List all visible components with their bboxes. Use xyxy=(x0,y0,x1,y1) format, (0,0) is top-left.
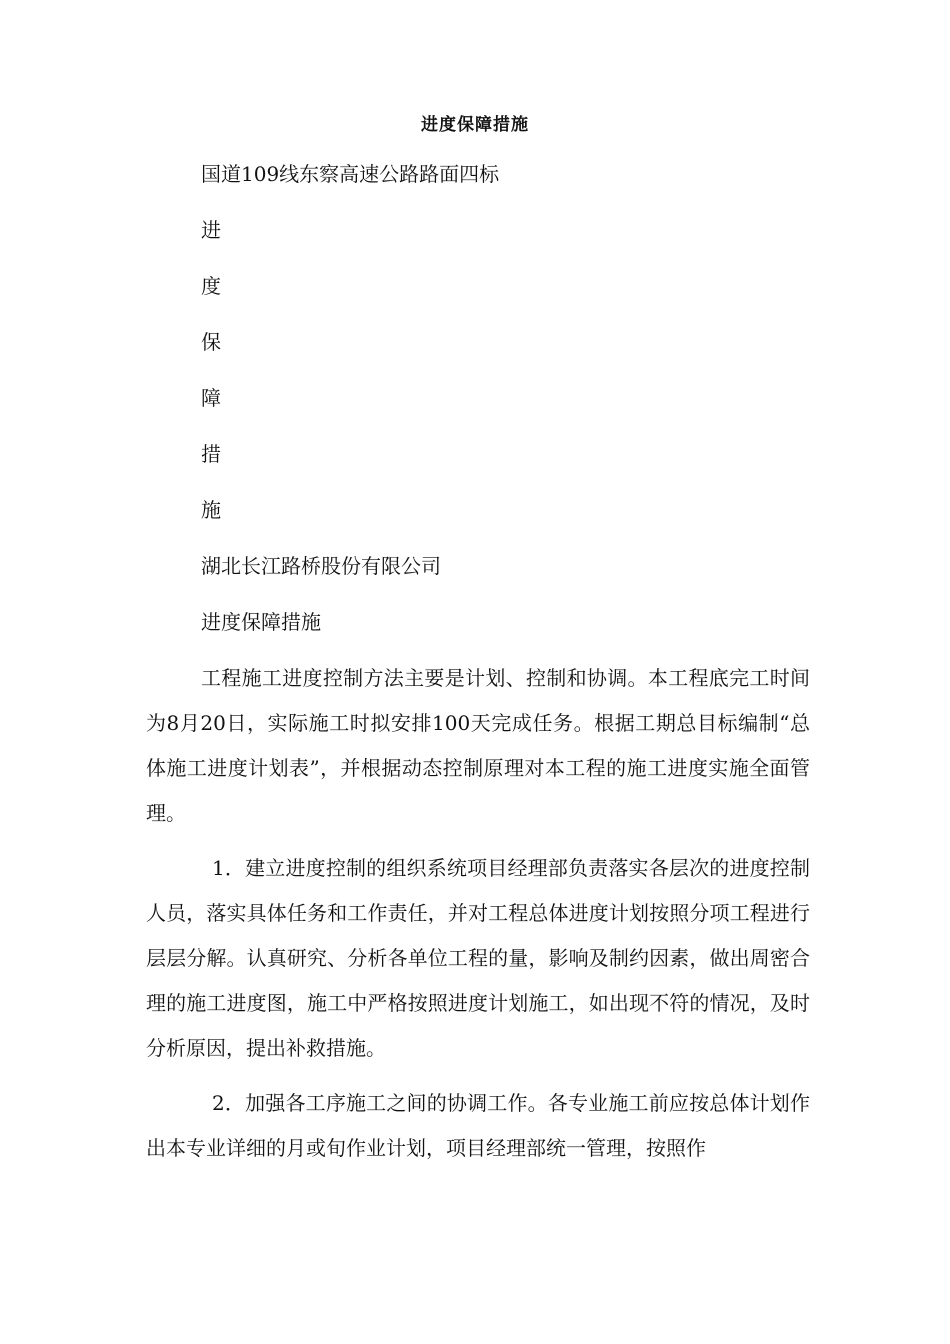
document-title: 进度保障措施 xyxy=(421,115,529,135)
cover-char-bao: 保 xyxy=(201,330,221,354)
cover-char-shi: 施 xyxy=(201,498,221,522)
cover-char-jin: 进 xyxy=(201,218,221,242)
paragraph-item-2: 2．加强各工序施工之间的协调工作。各专业施工前应按总体计划作出本专业详细的月或旬作业计划，项目经理部统一管理，按照作 xyxy=(146,1091,810,1160)
company-name-line: 湖北长江路桥股份有限公司 xyxy=(201,554,441,578)
cover-char-cuo: 措 xyxy=(201,442,221,466)
cover-char-du: 度 xyxy=(201,274,221,298)
paragraph-intro: 工程施工进度控制方法主要是计划、控制和协调。本工程底完工时间为8月20日，实际施工时拟安排100天完成任务。根据工期总目标编制“总体施工进度计划表”，并根据动态控制原理对本工程的施工进度实施全面管理。 xyxy=(146,666,810,825)
paragraph-item-1: 1．建立进度控制的组织系统项目经理部负责落实各层次的进度控制人员，落实具体任务和工作责任，并对工程总体进度计划按照分项工程进行层层分解。认真研究、分析各单位工程的量，影响及制约因素，做出周密合理的施工进度图，施工中严格按照进度计划施工，如出现不符的情况，及时分析原因，提出补救措施。 xyxy=(146,856,810,1060)
cover-char-zhang: 障 xyxy=(201,386,221,410)
project-name-line: 国道109线东察高速公路路面四标 xyxy=(201,162,500,186)
section-heading: 进度保障措施 xyxy=(201,610,321,634)
